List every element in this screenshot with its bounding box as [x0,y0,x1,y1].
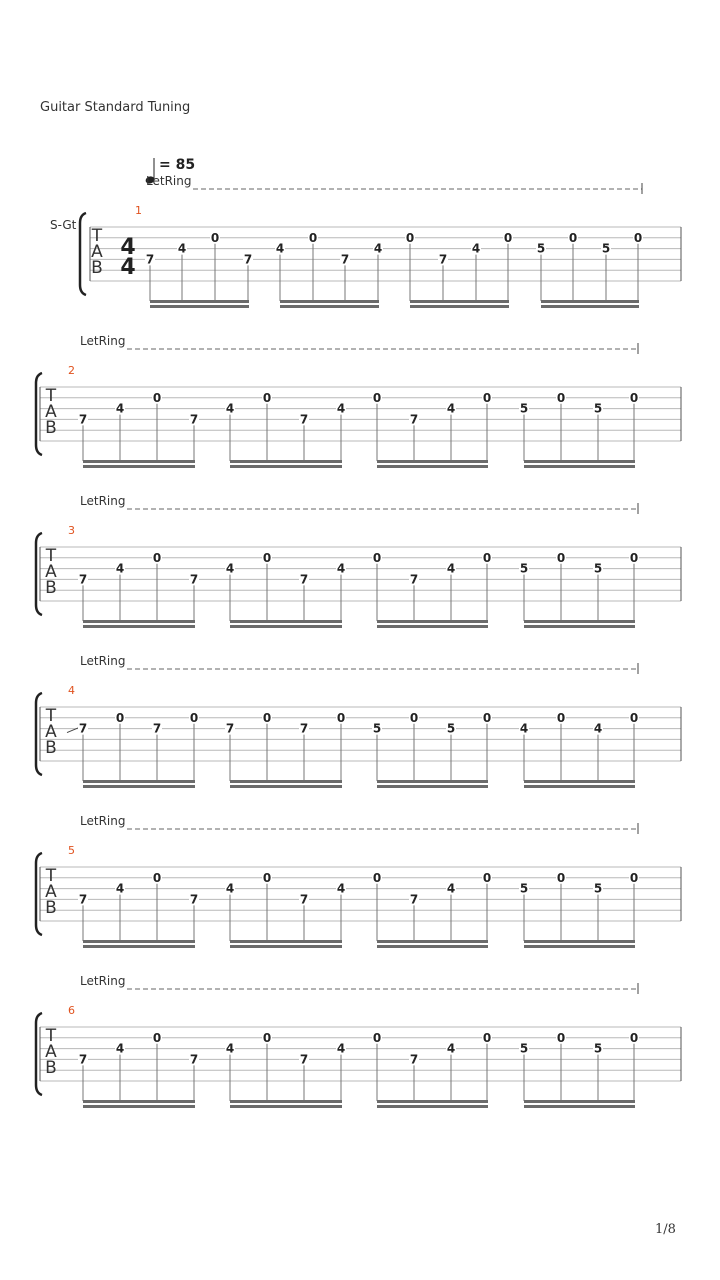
fret-number: 4 [177,241,187,256]
fret-number: 5 [446,721,456,736]
beam-primary [524,620,635,623]
fret-number: 4 [336,881,346,896]
page-number: 1/8 [655,1222,676,1237]
beam-secondary [230,785,342,788]
fret-number: 4 [373,241,383,256]
system-bracket [36,853,42,935]
fret-number: 0 [556,390,566,405]
fret-number: 0 [556,550,566,565]
fret-number: 7 [78,572,88,587]
beam-secondary [280,305,379,308]
fret-number: 0 [568,230,578,245]
measure-number: 4 [68,684,75,697]
beam-secondary [150,305,249,308]
fret-number: 5 [593,1041,603,1056]
tab-system [36,654,681,788]
fret-number: 7 [78,721,88,736]
tab-clef-letter: T [91,226,103,246]
fret-number: 0 [633,230,643,245]
fret-number: 7 [78,892,88,907]
fret-number: 0 [629,710,639,725]
fret-number: 0 [115,710,125,725]
fret-number: 4 [446,561,456,576]
fret-number: 0 [152,550,162,565]
fret-number: 0 [503,230,513,245]
beam-primary [230,1100,342,1103]
fret-number: 7 [189,892,199,907]
fret-number: 7 [243,252,253,267]
fret-number: 4 [519,721,529,736]
beam-primary [230,780,342,783]
let-ring-label: LetRing [80,654,126,668]
fret-number: 0 [372,390,382,405]
beam-primary [83,620,195,623]
fret-number: 7 [299,412,309,427]
beam-secondary [83,945,195,948]
fret-number: 0 [372,550,382,565]
beam-primary [377,460,488,463]
let-ring-marking [146,174,642,194]
let-ring-label: LetRing [80,974,126,988]
beam-secondary [83,625,195,628]
system-bracket [80,213,86,295]
fret-number: 0 [405,230,415,245]
tab-clef-letter: A [45,882,57,902]
fret-number: 0 [372,1030,382,1045]
beam-primary [83,1100,195,1103]
beam-secondary [377,785,488,788]
fret-number: 0 [210,230,220,245]
beam-secondary [230,1105,342,1108]
fret-number: 7 [299,892,309,907]
let-ring-marking [80,654,638,674]
fret-number: 0 [189,710,199,725]
beam-primary [150,300,249,303]
fret-number: 0 [556,1030,566,1045]
fret-number: 7 [189,1052,199,1067]
beam-primary [377,620,488,623]
tab-system [36,814,681,948]
tab-clef-letter: T [45,706,57,726]
tab-system [36,974,681,1108]
fret-number: 7 [225,721,235,736]
beam-primary [280,300,379,303]
beam-secondary [524,465,635,468]
tab-clef-letter: B [45,578,57,598]
tab-clef-letter: A [45,402,57,422]
fret-number: 5 [519,561,529,576]
fret-number: 0 [482,710,492,725]
beam-secondary [541,305,639,308]
fret-number: 5 [593,401,603,416]
tab-clef-letter: A [45,722,57,742]
fret-number: 7 [189,412,199,427]
tab-clef-letter: A [91,242,103,262]
fret-number: 0 [629,390,639,405]
measure-number: 6 [68,1004,75,1017]
fret-number: 7 [409,412,419,427]
let-ring-label: LetRing [80,334,126,348]
fret-number: 4 [446,1041,456,1056]
let-ring-label: LetRing [80,494,126,508]
measure-number: 2 [68,364,75,377]
fret-number: 0 [629,1030,639,1045]
time-signature-numerator: 4 [120,235,136,260]
fret-number: 5 [519,401,529,416]
system-bracket [36,533,42,615]
beam-primary [524,460,635,463]
fret-number: 0 [152,390,162,405]
measure-number: 1 [135,204,142,217]
beam-primary [230,940,342,943]
fret-number: 7 [299,1052,309,1067]
beam-secondary [377,625,488,628]
fret-number: 0 [372,870,382,885]
let-ring-label: LetRing [80,814,126,828]
fret-number: 0 [152,1030,162,1045]
tab-clef-letter: B [45,418,57,438]
fret-number: 0 [629,550,639,565]
fret-number: 4 [446,401,456,416]
fret-number: 7 [189,572,199,587]
fret-number: 4 [115,881,125,896]
fret-number: 4 [336,561,346,576]
fret-number: 7 [340,252,350,267]
fret-number: 0 [262,390,272,405]
fret-number: 0 [409,710,419,725]
beam-secondary [83,1105,195,1108]
tab-clef-letter: B [91,258,103,278]
let-ring-marking [80,814,638,834]
tab-clef-letter: B [45,738,57,758]
fret-number: 0 [262,710,272,725]
fret-number: 0 [482,550,492,565]
system-bracket [36,693,42,775]
fret-number: 0 [262,550,272,565]
tab-system [36,494,681,628]
fret-number: 7 [409,1052,419,1067]
fret-number: 4 [336,1041,346,1056]
beam-secondary [410,305,509,308]
beam-primary [83,460,195,463]
fret-number: 4 [471,241,481,256]
tab-clef-letter: T [45,866,57,886]
tab-clef-letter: B [45,1058,57,1078]
fret-number: 0 [556,710,566,725]
beam-primary [524,940,635,943]
fret-number: 7 [438,252,448,267]
tempo-value: = 85 [159,157,196,173]
tab-system [80,174,681,308]
measure-number: 3 [68,524,75,537]
beam-primary [230,460,342,463]
beam-primary [524,1100,635,1103]
fret-number: 0 [482,1030,492,1045]
fret-number: 5 [601,241,611,256]
tab-system [36,334,681,468]
fret-number: 0 [262,870,272,885]
fret-number: 4 [593,721,603,736]
fret-number: 4 [225,881,235,896]
fret-number: 0 [262,1030,272,1045]
beam-secondary [230,945,342,948]
beam-secondary [230,465,342,468]
beam-secondary [524,625,635,628]
fret-number: 4 [275,241,285,256]
fret-number: 0 [308,230,318,245]
beam-secondary [83,465,195,468]
fret-number: 5 [536,241,546,256]
tab-clef-letter: A [45,1042,57,1062]
beam-primary [377,780,488,783]
fret-number: 5 [519,1041,529,1056]
fret-number: 7 [78,412,88,427]
system-bracket [36,1013,42,1095]
fret-number: 5 [593,561,603,576]
beam-primary [541,300,639,303]
tab-clef-letter: T [45,386,57,406]
fret-number: 7 [409,572,419,587]
fret-number: 7 [152,721,162,736]
fret-number: 0 [336,710,346,725]
system-bracket [36,373,42,455]
measure-number: 5 [68,844,75,857]
fret-number: 4 [225,1041,235,1056]
fret-number: 7 [299,572,309,587]
fret-number: 7 [299,721,309,736]
fret-number: 7 [145,252,155,267]
fret-number: 5 [372,721,382,736]
beam-secondary [524,945,635,948]
fret-number: 7 [78,1052,88,1067]
beam-secondary [524,785,635,788]
beam-secondary [377,465,488,468]
beam-primary [83,940,195,943]
fret-number: 4 [336,401,346,416]
let-ring-marking [80,494,638,514]
let-ring-marking [80,334,638,354]
beam-primary [230,620,342,623]
beam-secondary [524,1105,635,1108]
fret-number: 4 [115,401,125,416]
beam-primary [83,780,195,783]
let-ring-marking [80,974,638,994]
tuning-label: Guitar Standard Tuning [40,100,191,115]
fret-number: 4 [115,561,125,576]
beam-secondary [230,625,342,628]
beam-secondary [377,945,488,948]
beam-primary [377,940,488,943]
tab-clef-letter: B [45,898,57,918]
fret-number: 0 [482,390,492,405]
beam-secondary [83,785,195,788]
beam-primary [524,780,635,783]
fret-number: 0 [152,870,162,885]
fret-number: 4 [446,881,456,896]
track-name: S-Gt [50,218,77,232]
let-ring-label: LetRing [146,174,192,188]
tab-clef-letter: A [45,562,57,582]
fret-number: 0 [556,870,566,885]
fret-number: 7 [409,892,419,907]
tab-clef-letter: T [45,546,57,566]
beam-primary [410,300,509,303]
fret-number: 0 [482,870,492,885]
fret-number: 4 [115,1041,125,1056]
time-signature-denominator: 4 [120,255,136,280]
fret-number: 5 [519,881,529,896]
beam-primary [377,1100,488,1103]
tab-clef-letter: T [45,1026,57,1046]
beam-secondary [377,1105,488,1108]
fret-number: 5 [593,881,603,896]
fret-number: 4 [225,561,235,576]
fret-number: 0 [629,870,639,885]
fret-number: 4 [225,401,235,416]
